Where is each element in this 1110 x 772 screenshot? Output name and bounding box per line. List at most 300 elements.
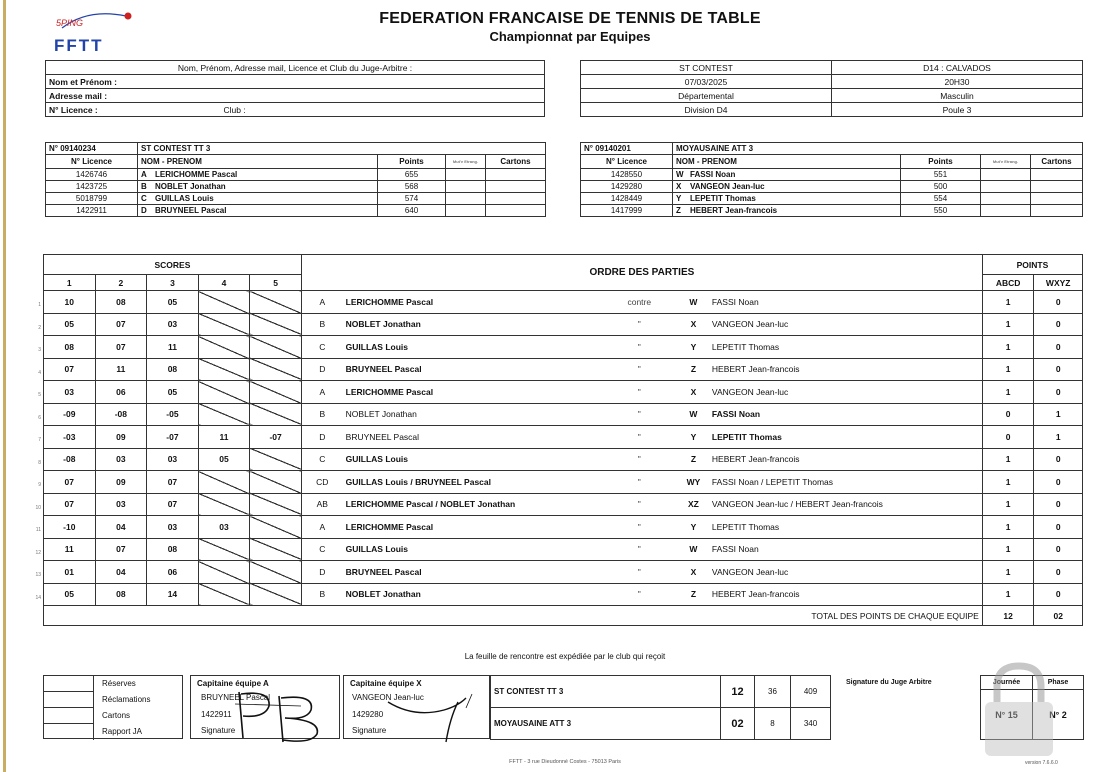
- match-player-a: BRUYNEEL Pascal: [343, 426, 601, 449]
- match-set-4-score[interactable]: [198, 358, 250, 381]
- match-row-number: 1: [38, 302, 41, 308]
- match-set-3-score[interactable]: 03: [147, 448, 199, 471]
- footer-address: FFTT - 3 rue Dieudonné Costes - 75013 Paris: [509, 759, 621, 765]
- match-versus: ": [601, 471, 678, 494]
- match-letter-a: A: [301, 291, 342, 314]
- match-row: [44, 583, 1083, 606]
- captain-a-title: Capitaine équipe A: [197, 679, 269, 688]
- referee-signature-label: Signature du Juge Arbitre: [846, 679, 932, 686]
- match-versus: ": [601, 561, 678, 584]
- match-points-wxyz: 0: [1034, 336, 1083, 359]
- match-letter-a: B: [301, 583, 342, 606]
- team-x-player-cell: [673, 205, 901, 217]
- set-4-header: 4: [198, 275, 250, 291]
- page-subtitle: Championnat par Equipes: [489, 29, 651, 44]
- match-points-wxyz: 0: [1034, 448, 1083, 471]
- team-x-player-row: [581, 169, 1083, 181]
- claim-checkbox[interactable]: [44, 724, 94, 740]
- match-letter-x: W: [678, 403, 709, 426]
- result-row: [491, 708, 831, 740]
- match-row-number: 8: [38, 459, 41, 466]
- captain-x-licence: 1429280: [352, 710, 384, 719]
- match-points-abcd: 1: [982, 448, 1034, 471]
- match-player-a: BRUYNEEL Pascal: [343, 561, 601, 584]
- match-points-wxyz: 0: [1034, 313, 1083, 336]
- match-set-4-score[interactable]: [198, 493, 250, 516]
- match-set-5-score[interactable]: [250, 583, 302, 606]
- team-x-player-letter: W: [676, 170, 684, 179]
- match-letter-a: C: [301, 336, 342, 359]
- match-set-4-score[interactable]: 03: [198, 516, 250, 539]
- match-set-4-score[interactable]: [198, 471, 250, 494]
- team-a-player-cards: [486, 169, 546, 181]
- captain-x-title: Capitaine équipe X: [350, 679, 422, 688]
- match-set-2-score[interactable]: 07: [95, 336, 147, 359]
- match-player-x: FASSI Noan: [709, 291, 982, 314]
- team-a-name: ST CONTEST TT 3: [138, 143, 546, 155]
- captain-a-box: [190, 675, 340, 739]
- match-points-abcd: 1: [982, 291, 1034, 314]
- team-a-col-licence: N° Licence: [46, 155, 138, 169]
- match-set-2-score[interactable]: 09: [95, 426, 147, 449]
- scores-header: SCORES: [44, 255, 302, 275]
- team-x-table: [580, 142, 1083, 217]
- match-versus: ": [601, 538, 678, 561]
- match-set-1-score[interactable]: 07: [44, 358, 96, 381]
- match-versus: ": [601, 403, 678, 426]
- team-x-col-points: Points: [901, 155, 981, 169]
- team-a-player-points: 655: [378, 169, 446, 181]
- match-set-5-score[interactable]: [250, 493, 302, 516]
- team-x-player-name: FASSI Noan: [690, 170, 736, 179]
- team-a-player-cell: [138, 169, 378, 181]
- match-set-2-score[interactable]: 07: [95, 538, 147, 561]
- match-player-x: FASSI Noan: [709, 403, 982, 426]
- match-versus: ": [601, 516, 678, 539]
- match-row-number: 10: [35, 504, 41, 511]
- points-header: POINTS: [982, 255, 1082, 275]
- team-x-player-cell: [673, 169, 901, 181]
- result-row: [491, 676, 831, 708]
- team-x-player-licence: 1428449: [581, 193, 673, 205]
- claim-label: Rapport JA: [102, 727, 143, 736]
- match-player-a: GUILLAS Louis: [343, 448, 601, 471]
- team-a-player-cards: [486, 193, 546, 205]
- match-versus: ": [601, 448, 678, 471]
- match-player-a: GUILLAS Louis: [343, 538, 601, 561]
- claim-checkbox[interactable]: [44, 676, 94, 692]
- match-player-a: LERICHOMME Pascal: [343, 381, 601, 404]
- claim-label: Réserves: [102, 679, 136, 688]
- match-letter-x: Z: [678, 358, 709, 381]
- team-a-player-letter: D: [141, 206, 147, 215]
- logo-top-text: 5PING: [56, 18, 84, 28]
- match-player-x: LEPETIT Thomas: [709, 336, 982, 359]
- match-level: Départemental: [581, 89, 832, 103]
- match-row: [44, 448, 1083, 471]
- claim-checkbox[interactable]: [44, 708, 94, 724]
- match-points-wxyz: 0: [1034, 583, 1083, 606]
- set-1-header: 1: [44, 275, 96, 291]
- match-set-3-score[interactable]: 07: [147, 471, 199, 494]
- team-a-player-row: [46, 205, 546, 217]
- team-x-player-points: 550: [901, 205, 981, 217]
- team-x-player-name: LEPETIT Thomas: [690, 194, 756, 203]
- team-x-player-cell: [673, 193, 901, 205]
- match-row-number: 5: [38, 392, 41, 398]
- match-set-2-score[interactable]: 04: [95, 516, 147, 539]
- match-set-3-score[interactable]: 08: [147, 538, 199, 561]
- match-set-3-score[interactable]: 11: [147, 336, 199, 359]
- team-a-player-mutation: [446, 181, 486, 193]
- match-letter-x: Z: [678, 583, 709, 606]
- match-set-1-score[interactable]: 08: [44, 336, 96, 359]
- match-set-1-score[interactable]: 11: [44, 538, 96, 561]
- match-set-2-score[interactable]: 11: [95, 358, 147, 381]
- match-letter-x: X: [678, 381, 709, 404]
- version-text: version 7.6.6.0: [1025, 760, 1058, 766]
- captain-x-box: [343, 675, 490, 739]
- team-x-player-mutation: [981, 169, 1031, 181]
- set-5-header: 5: [250, 275, 302, 291]
- team-x-name: MOYAUSAINE ATT 3: [673, 143, 1083, 155]
- referee-licence-label[interactable]: N° Licence :: [49, 104, 98, 115]
- claim-row: [44, 708, 184, 724]
- team-x-player-cards: [1031, 205, 1083, 217]
- match-player-x: HEBERT Jean-francois: [709, 583, 982, 606]
- match-row-number: 12: [35, 549, 41, 556]
- captain-a-licence: 1422911: [201, 710, 232, 719]
- team-x-player-points: 551: [901, 169, 981, 181]
- captain-x-name: VANGEON Jean-luc: [352, 693, 424, 702]
- team-a-player-points: 640: [378, 205, 446, 217]
- match-points-wxyz: 0: [1034, 381, 1083, 404]
- match-row-number: 7: [38, 437, 41, 443]
- team-a-player-name: LERICHOMME Pascal: [155, 170, 238, 179]
- match-set-1-score[interactable]: -08: [44, 448, 96, 471]
- referee-heading: Nom, Prénom, Adresse mail, Licence et Club du Juge-Arbitre :: [46, 61, 545, 75]
- match-player-a: LERICHOMME Pascal / NOBLET Jonathan: [343, 493, 601, 516]
- match-letter-x: X: [678, 561, 709, 584]
- match-letter-x: W: [678, 291, 709, 314]
- match-player-a: NOBLET Jonathan: [343, 403, 601, 426]
- captain-a-signature: [231, 686, 331, 744]
- match-row: [44, 291, 1083, 314]
- team-a-player-mutation: [446, 193, 486, 205]
- match-set-3-score[interactable]: -05: [147, 403, 199, 426]
- match-row-number: 11: [35, 527, 41, 533]
- match-player-x: FASSI Noan: [709, 538, 982, 561]
- team-a-col-cards: Cartons: [486, 155, 546, 169]
- match-set-5-score[interactable]: [250, 358, 302, 381]
- result-points: 409: [791, 676, 831, 708]
- match-row: [44, 336, 1083, 359]
- team-a-player-row: [46, 181, 546, 193]
- team-a-player-cards: [486, 205, 546, 217]
- match-player-x: LEPETIT Thomas: [709, 426, 982, 449]
- team-x-player-cell: [673, 181, 901, 193]
- team-x-player-letter: Z: [676, 206, 681, 215]
- team-a-player-cell: [138, 205, 378, 217]
- captain-x-signature-label: Signature: [352, 726, 387, 735]
- total-abcd: 12: [982, 606, 1034, 626]
- match-set-4-score[interactable]: [198, 336, 250, 359]
- claim-row: [44, 692, 184, 708]
- team-a-player-mutation: [446, 205, 486, 217]
- match-set-4-score[interactable]: [198, 313, 250, 336]
- team-x-col-cards: Cartons: [1031, 155, 1083, 169]
- match-set-4-score[interactable]: 05: [198, 448, 250, 471]
- match-points-abcd: 0: [982, 426, 1034, 449]
- match-set-5-score[interactable]: [250, 448, 302, 471]
- result-team-name: MOYAUSAINE ATT 3: [491, 708, 721, 740]
- match-set-5-score[interactable]: [250, 471, 302, 494]
- match-letter-a: AB: [301, 493, 342, 516]
- match-set-5-score[interactable]: [250, 538, 302, 561]
- team-x-player-letter: X: [676, 182, 682, 191]
- match-points-wxyz: 0: [1034, 358, 1083, 381]
- match-player-a: NOBLET Jonathan: [343, 583, 601, 606]
- match-set-5-score[interactable]: [250, 336, 302, 359]
- team-a-player-mutation: [446, 169, 486, 181]
- logo-text: FFTT: [54, 36, 104, 55]
- match-points-abcd: 1: [982, 381, 1034, 404]
- abcd-header: ABCD: [982, 275, 1034, 291]
- team-a-col-name: NOM - PRENOM: [138, 155, 378, 169]
- match-row-number: 4: [38, 369, 41, 376]
- team-x-player-name: HEBERT Jean-francois: [690, 206, 778, 215]
- match-set-4-score[interactable]: [198, 381, 250, 404]
- match-set-3-score[interactable]: 05: [147, 381, 199, 404]
- match-set-2-score[interactable]: 03: [95, 493, 147, 516]
- phase-value: N° 2: [1033, 690, 1084, 740]
- team-a-table: [45, 142, 546, 217]
- match-points-abcd: 1: [982, 471, 1034, 494]
- team-x-player-cards: [1031, 169, 1083, 181]
- match-letter-a: B: [301, 403, 342, 426]
- match-letter-x: Y: [678, 516, 709, 539]
- referee-email-label[interactable]: Adresse mail :: [46, 89, 545, 103]
- referee-name-label[interactable]: Nom et Prénom :: [46, 75, 545, 89]
- team-a-player-points: 574: [378, 193, 446, 205]
- team-a-player-letter: A: [141, 170, 147, 179]
- match-letter-x: Y: [678, 426, 709, 449]
- match-team-a: ST CONTEST: [581, 61, 832, 75]
- match-set-1-score[interactable]: 03: [44, 381, 96, 404]
- match-points-wxyz: 0: [1034, 561, 1083, 584]
- team-x-player-cards: [1031, 181, 1083, 193]
- match-row: [44, 358, 1083, 381]
- team-x-player-licence: 1428550: [581, 169, 673, 181]
- match-set-5-score[interactable]: [250, 561, 302, 584]
- match-set-1-score[interactable]: -10: [44, 516, 96, 539]
- match-set-2-score[interactable]: -08: [95, 403, 147, 426]
- referee-club-label[interactable]: Club :: [223, 104, 246, 115]
- match-row: [44, 538, 1083, 561]
- match-set-2-score[interactable]: 08: [95, 583, 147, 606]
- team-a-player-cell: [138, 193, 378, 205]
- set-3-header: 3: [147, 275, 199, 291]
- team-x-player-points: 500: [901, 181, 981, 193]
- match-player-a: LERICHOMME Pascal: [343, 516, 601, 539]
- match-set-2-score[interactable]: 06: [95, 381, 147, 404]
- match-pool: Poule 3: [832, 103, 1083, 117]
- team-x-col-mutation: Mut'e Etrang.: [981, 155, 1031, 169]
- team-a-number: N° 09140234: [46, 143, 138, 155]
- match-set-1-score[interactable]: 05: [44, 313, 96, 336]
- match-set-1-score[interactable]: 07: [44, 493, 96, 516]
- team-x-player-licence: 1417999: [581, 205, 673, 217]
- match-set-1-score[interactable]: -03: [44, 426, 96, 449]
- claim-row: [44, 724, 184, 740]
- match-row: [44, 493, 1083, 516]
- match-points-abcd: 1: [982, 336, 1034, 359]
- match-set-1-score[interactable]: 01: [44, 561, 96, 584]
- match-set-5-score[interactable]: [250, 403, 302, 426]
- match-row: [44, 426, 1083, 449]
- match-letter-a: A: [301, 381, 342, 404]
- match-set-2-score[interactable]: 07: [95, 313, 147, 336]
- match-points-abcd: 1: [982, 493, 1034, 516]
- match-set-1-score[interactable]: -09: [44, 403, 96, 426]
- match-time: 20H30: [832, 75, 1083, 89]
- match-set-3-score[interactable]: 06: [147, 561, 199, 584]
- result-sets: 36: [755, 676, 791, 708]
- result-score: 02: [721, 708, 755, 740]
- set-2-header: 2: [95, 275, 147, 291]
- match-row-number: 9: [38, 482, 41, 488]
- match-set-5-score[interactable]: [250, 381, 302, 404]
- team-x-col-licence: N° Licence: [581, 155, 673, 169]
- match-points-wxyz: 0: [1034, 516, 1083, 539]
- match-points-wxyz: 0: [1034, 471, 1083, 494]
- match-versus: ": [601, 583, 678, 606]
- team-x-player-points: 554: [901, 193, 981, 205]
- phase-label: Phase: [1033, 676, 1084, 690]
- match-set-5-score[interactable]: [250, 313, 302, 336]
- team-x-player-mutation: [981, 181, 1031, 193]
- match-row: [44, 403, 1083, 426]
- team-x-player-row: [581, 181, 1083, 193]
- match-versus: contre: [601, 291, 678, 314]
- match-row-number: 2: [38, 324, 41, 331]
- team-a-player-points: 568: [378, 181, 446, 193]
- match-letter-a: C: [301, 448, 342, 471]
- match-points-wxyz: 1: [1034, 426, 1083, 449]
- team-a-player-row: [46, 193, 546, 205]
- team-x-player-mutation: [981, 205, 1031, 217]
- match-letter-x: WY: [678, 471, 709, 494]
- claims-box: [43, 675, 183, 739]
- team-a-player-letter: B: [141, 182, 147, 191]
- match-row: [44, 471, 1083, 494]
- match-points-abcd: 0: [982, 403, 1034, 426]
- team-a-col-points: Points: [378, 155, 446, 169]
- team-a-player-name: BRUYNEEL Pascal: [155, 206, 227, 215]
- match-set-3-score[interactable]: 08: [147, 358, 199, 381]
- claim-row: [44, 676, 184, 692]
- match-row-number: 14: [35, 594, 41, 601]
- left-edge-bar: [3, 0, 6, 772]
- journee-label: Journée: [981, 676, 1033, 690]
- match-set-4-score[interactable]: [198, 291, 250, 314]
- page-title: FEDERATION FRANCAISE DE TENNIS DE TABLE: [379, 10, 761, 27]
- match-set-1-score[interactable]: 05: [44, 583, 96, 606]
- team-a-player-licence: 1423725: [46, 181, 138, 193]
- match-points-wxyz: 0: [1034, 538, 1083, 561]
- match-versus: ": [601, 426, 678, 449]
- match-set-3-score[interactable]: -07: [147, 426, 199, 449]
- team-a-player-name: NOBLET Jonathan: [155, 182, 226, 191]
- claim-checkbox[interactable]: [44, 692, 94, 708]
- match-points-abcd: 1: [982, 561, 1034, 584]
- team-a-player-licence: 5018799: [46, 193, 138, 205]
- dispatch-note: La feuille de rencontre est expédiée par le club qui reçoit: [464, 652, 666, 661]
- match-set-2-score[interactable]: 03: [95, 448, 147, 471]
- team-x-player-mutation: [981, 193, 1031, 205]
- team-a-player-name: GUILLAS Louis: [155, 194, 214, 203]
- match-info-table: [580, 60, 1083, 117]
- match-set-1-score[interactable]: 07: [44, 471, 96, 494]
- match-set-3-score[interactable]: 03: [147, 313, 199, 336]
- match-set-3-score[interactable]: 07: [147, 493, 199, 516]
- match-set-5-score[interactable]: [250, 291, 302, 314]
- match-player-a: LERICHOMME Pascal: [343, 291, 601, 314]
- match-set-4-score[interactable]: [198, 583, 250, 606]
- match-set-3-score[interactable]: 05: [147, 291, 199, 314]
- match-set-2-score[interactable]: 04: [95, 561, 147, 584]
- captain-x-signature: [384, 688, 484, 744]
- captain-a-signature-label: Signature: [201, 726, 236, 735]
- match-set-2-score[interactable]: 09: [95, 471, 147, 494]
- match-letter-x: X: [678, 313, 709, 336]
- match-set-2-score[interactable]: 08: [95, 291, 147, 314]
- journee-value: N° 15: [981, 690, 1033, 740]
- match-division-name: Division D4: [581, 103, 832, 117]
- match-set-1-score[interactable]: 10: [44, 291, 96, 314]
- match-gender: Masculin: [832, 89, 1083, 103]
- match-player-x: HEBERT Jean-francois: [709, 358, 982, 381]
- match-player-a: GUILLAS Louis: [343, 336, 601, 359]
- order-header: ORDRE DES PARTIES: [301, 255, 982, 291]
- match-set-3-score[interactable]: 14: [147, 583, 199, 606]
- match-set-5-score[interactable]: -07: [250, 426, 302, 449]
- match-player-x: VANGEON Jean-luc: [709, 381, 982, 404]
- match-player-x: LEPETIT Thomas: [709, 516, 982, 539]
- match-points-wxyz: 1: [1034, 403, 1083, 426]
- match-set-4-score[interactable]: [198, 403, 250, 426]
- claim-label: Cartons: [102, 711, 131, 720]
- team-x-player-letter: Y: [676, 194, 682, 203]
- team-x-col-name: NOM - PRENOM: [673, 155, 901, 169]
- match-points-abcd: 1: [982, 538, 1034, 561]
- result-points: 340: [791, 708, 831, 740]
- claim-label: Réclamations: [102, 695, 151, 704]
- team-x-player-row: [581, 193, 1083, 205]
- match-set-4-score[interactable]: [198, 561, 250, 584]
- match-player-x: VANGEON Jean-luc: [709, 561, 982, 584]
- match-versus: ": [601, 313, 678, 336]
- match-letter-a: D: [301, 358, 342, 381]
- match-set-5-score[interactable]: [250, 516, 302, 539]
- match-set-3-score[interactable]: 03: [147, 516, 199, 539]
- match-versus: ": [601, 381, 678, 404]
- result-score: 12: [721, 676, 755, 708]
- match-row: [44, 313, 1083, 336]
- match-set-4-score[interactable]: 11: [198, 426, 250, 449]
- match-player-x: VANGEON Jean-luc / HEBERT Jean-francois: [709, 493, 982, 516]
- match-set-4-score[interactable]: [198, 538, 250, 561]
